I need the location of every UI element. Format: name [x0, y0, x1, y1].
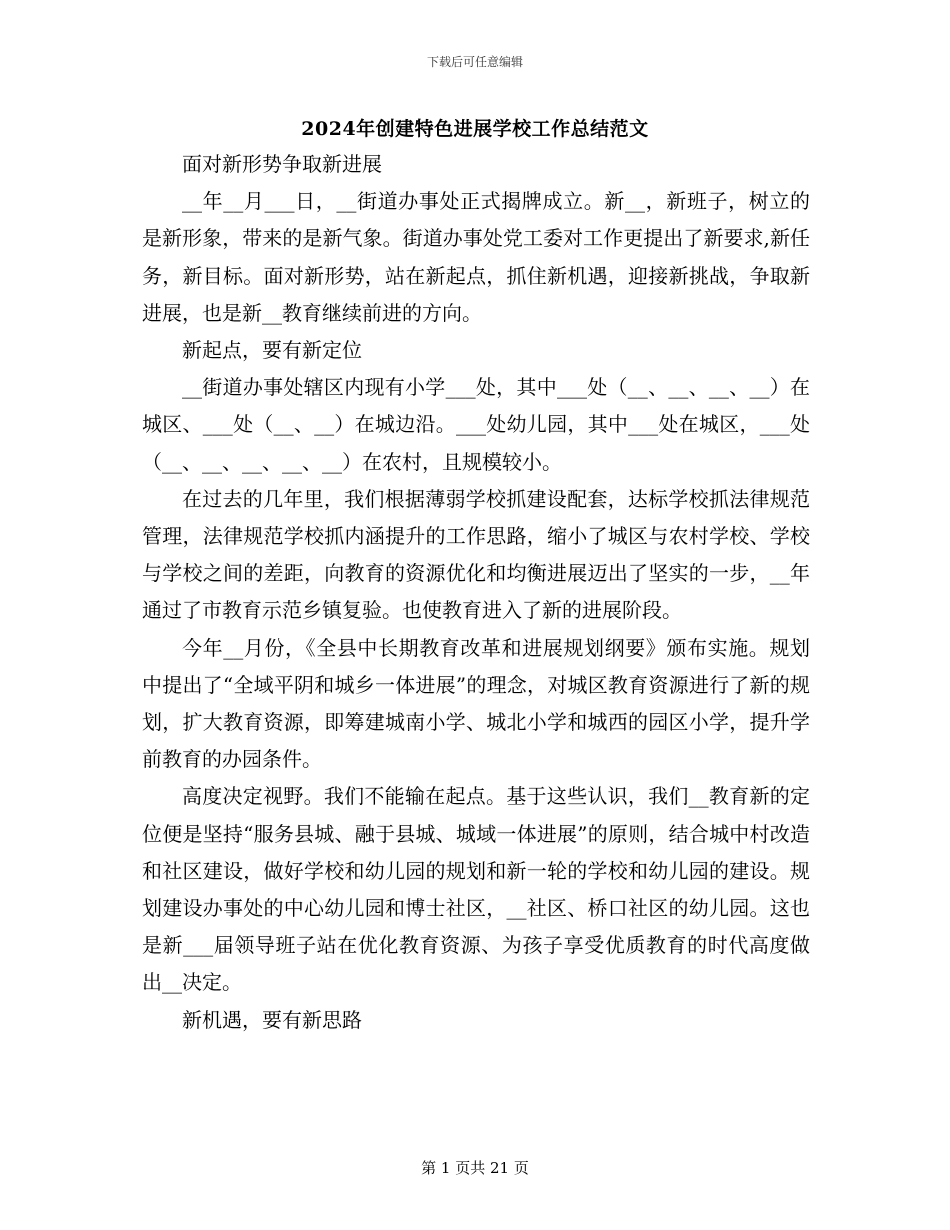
paragraph-7: 高度决定视野。我们不能输在起点。基于这些认识，我们__教育新的定位便是坚持“服务县城、融于县城、城域一体进展”的原则，结合城中村改造和社区建设，做好学校和幼儿园的规划和新一轮的学校和幼儿园的建设。规划建设办事处的中心幼儿园和博士社区，__社区、桥口社区的幼儿园。这也是新___届领导班子站在优化教育资源、为孩子享受优质教育的时代高度做出__决定。: [142, 784, 810, 995]
document-title: 2024年创建特色进展学校工作总结范文: [301, 118, 649, 140]
paragraph-1: 面对新形势争取新进展: [182, 152, 382, 176]
page-number: 第 1 页共 21 页: [421, 1159, 529, 1177]
paragraph-6: 今年__月份，《全县中长期教育改革和进展规划纲要》颁布实施。规划中提出了“全域平阴和城乡一体进展”的理念，对城区教育资源进行了新的规划，扩大教育资源，即筹建城南小学、城北小学和城西的园区小学，提升学前教育的办园条件。: [142, 635, 810, 772]
paragraph-5: 在过去的几年里，我们根据薄弱学校抓建设配套，达标学校抓法律规范管理，法律规范学校抓内涵提升的工作思路，缩小了城区与农村学校、学校与学校之间的差距，向教育的资源优化和均衡进展迈出了坚实的一步，__年通过了市教育示范乡镇复验。也使教育进入了新的进展阶段。: [142, 486, 810, 623]
document-body: [142, 146, 810, 1039]
header-note: 下载后可任意编辑: [426, 55, 523, 69]
paragraph-2: __年__月___日，__街道办事处正式揭牌成立。新__，新班子，树立的是新形象，带来的是新气象。街道办事处党工委对工作更提出了新要求,新任务，新目标。面对新形势，站在新起点，抓住新机遇，迎接新挑战，争取新进展，也是新__教育继续前进的方向。: [142, 189, 810, 325]
paragraph-8: 新机遇，要有新思路: [182, 1007, 362, 1032]
paragraph-4: __街道办事处辖区内现有小学___处，其中___处（__、__、__、__）在城区、___处（__、__）在城边沿。___处幼儿园，其中___处在城区，___处（__、__、__、__、__）在农村，且规模较小。: [142, 375, 810, 474]
paragraph-3: 新起点，要有新定位: [182, 338, 362, 363]
